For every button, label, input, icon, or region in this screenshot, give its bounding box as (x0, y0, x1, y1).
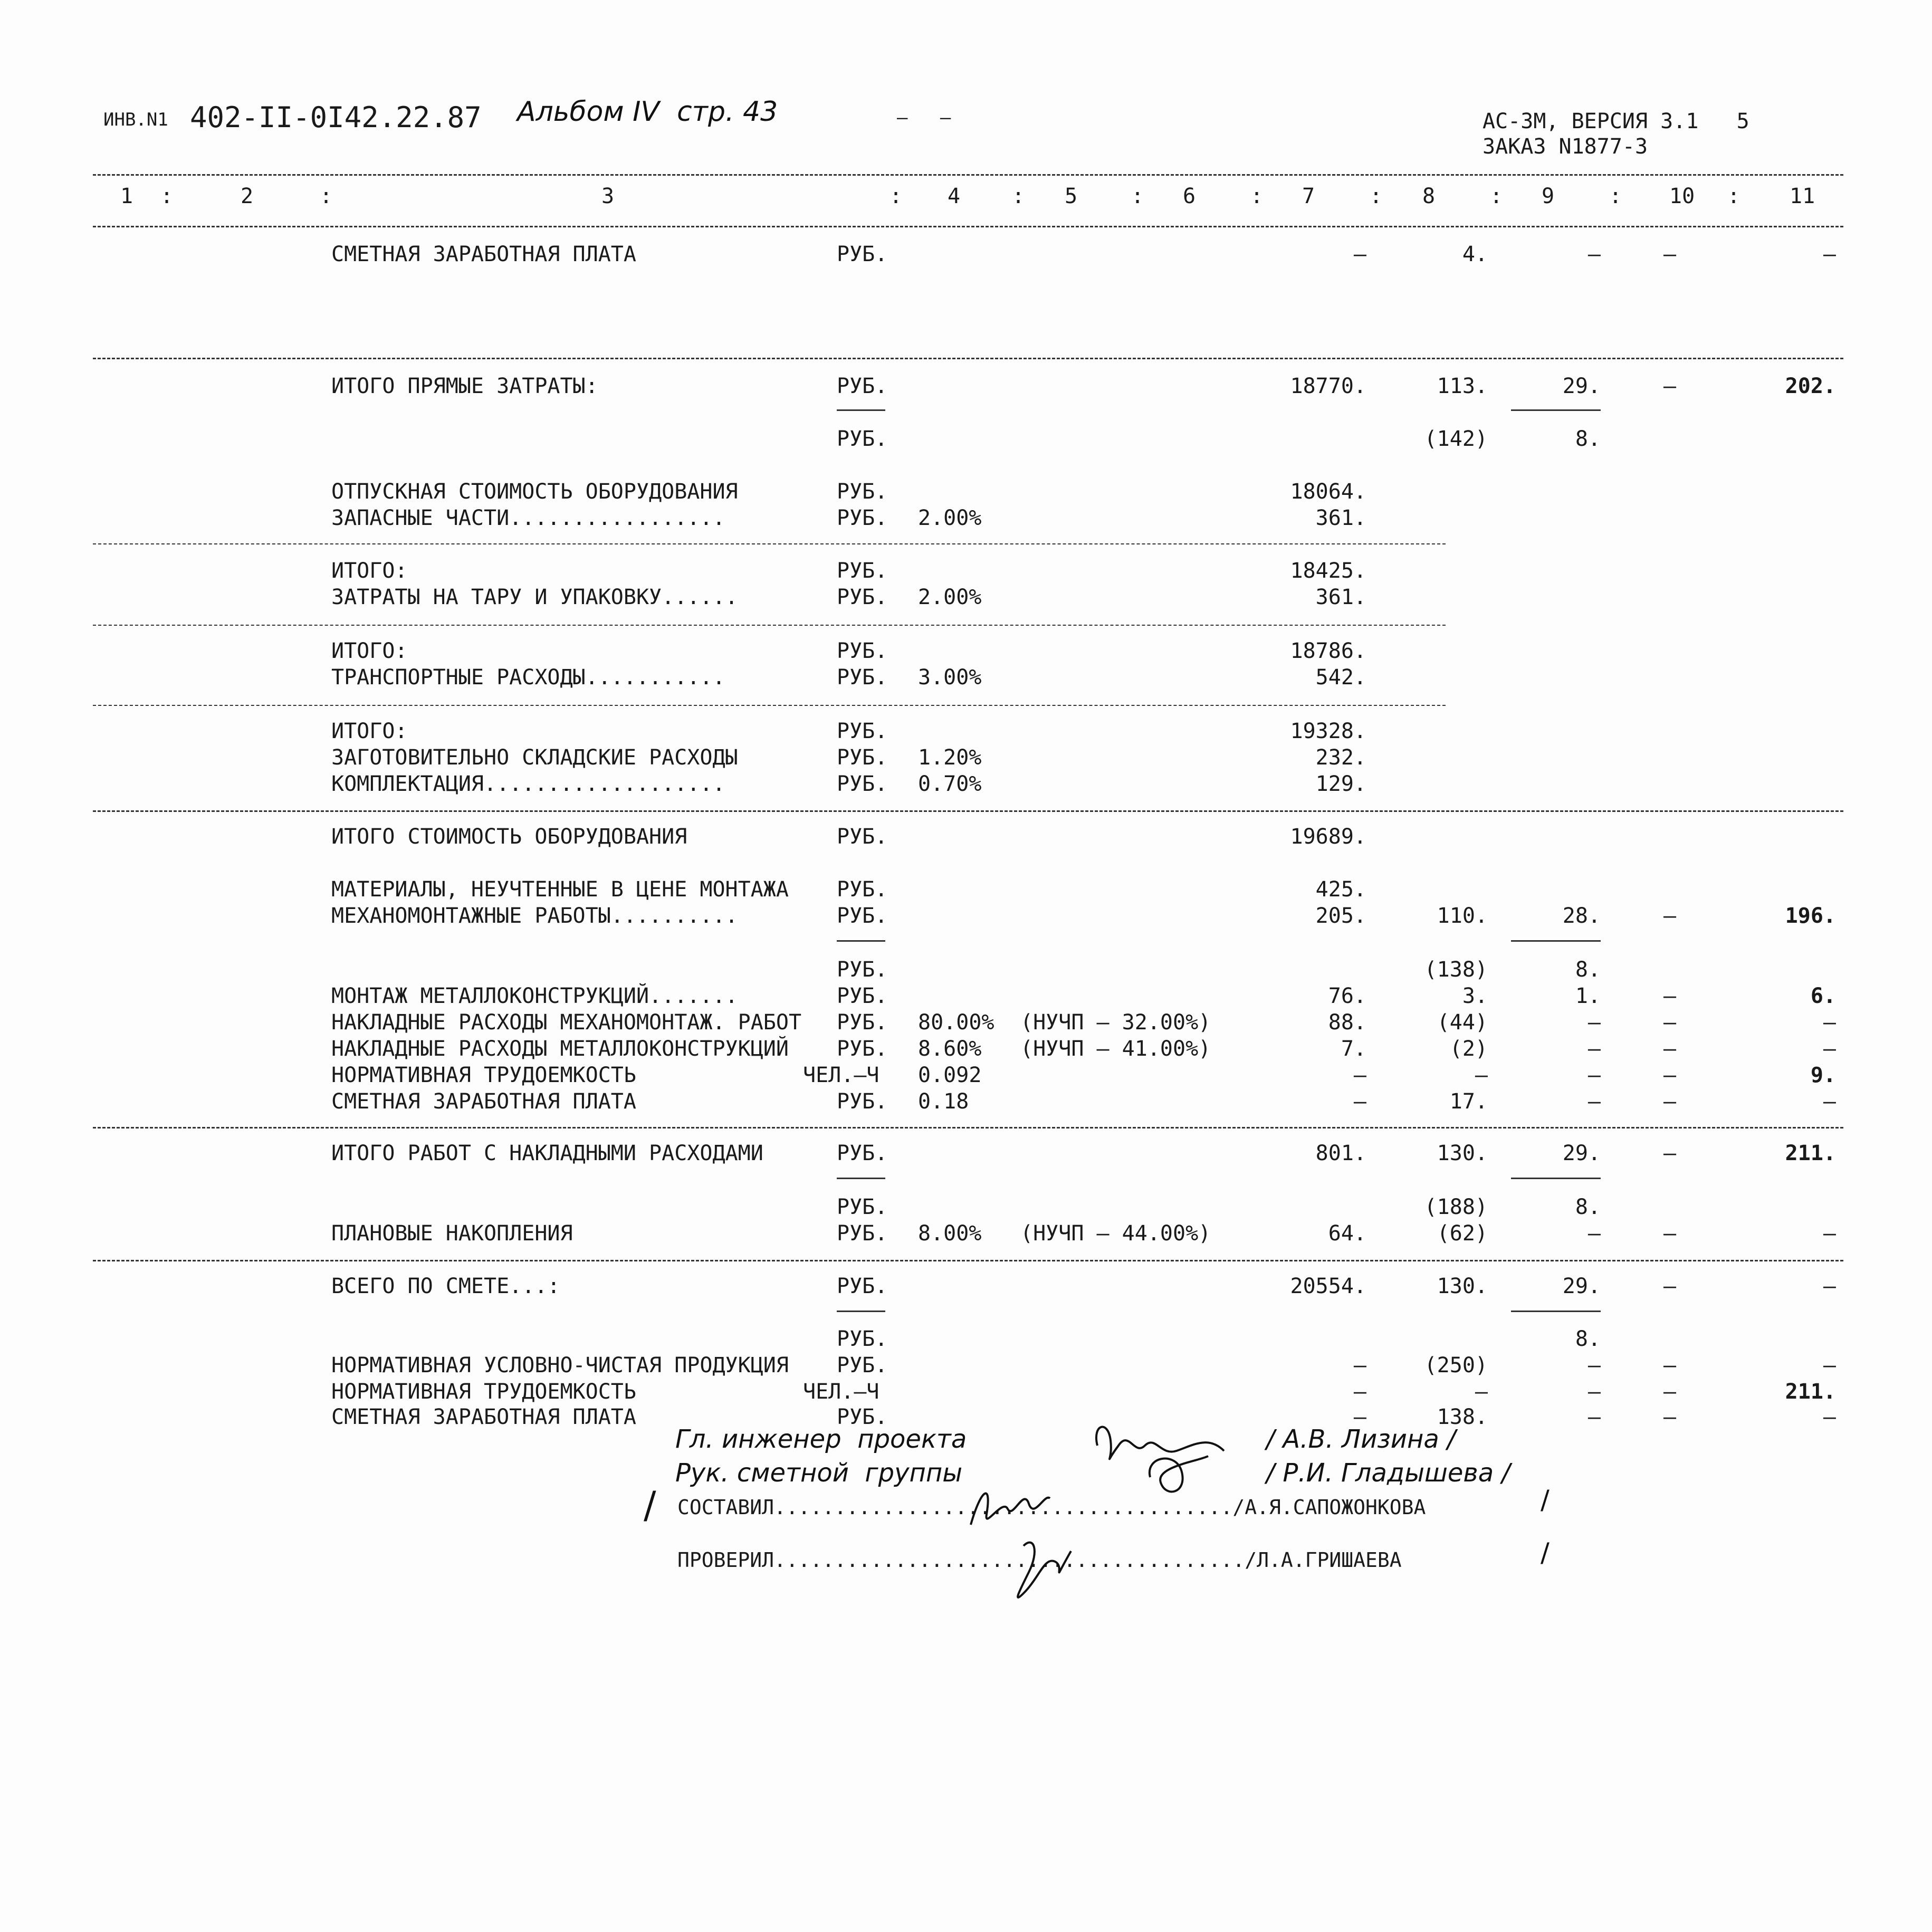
column-number: 7 (1302, 184, 1315, 208)
row-col10: – (1663, 1141, 1677, 1165)
row-col11: 211. (1785, 1141, 1836, 1165)
section-separator (93, 1260, 1843, 1261)
chief-engineer-name: / А.В. Лизина / (1266, 1424, 1456, 1454)
row-col8: 17. (1449, 1089, 1488, 1114)
row-col7: – (1353, 1380, 1366, 1404)
section-separator (93, 810, 1843, 812)
column-separator: : (1370, 184, 1383, 208)
inventory-label: ИНВ.N1 (103, 109, 168, 130)
row-unit: РУБ. (837, 825, 888, 849)
row-col7: 64. (1328, 1221, 1366, 1246)
row-label: МЕХАНОМОНТАЖНЫЕ РАБОТЫ.......... (331, 904, 738, 928)
column-number: 8 (1422, 184, 1436, 208)
row-unit: РУБ. (837, 719, 888, 743)
row-label: ЗАПАСНЫЕ ЧАСТИ................. (331, 506, 725, 530)
row-col10: – (1663, 1089, 1677, 1114)
col9-underline (1511, 409, 1601, 411)
row-unit: РУБ. (837, 1010, 888, 1035)
row-col8: 113. (1437, 374, 1488, 398)
column-separator: : (1609, 184, 1622, 208)
row-col9: 8. (1575, 1195, 1601, 1219)
compiled-by: СОСТАВИЛ....................................../А.Я.САПОЖОНКОВА (677, 1496, 1426, 1519)
row-col10: – (1663, 904, 1677, 928)
header-bottom-rule (93, 226, 1843, 227)
column-separator: : (160, 184, 174, 208)
row-label: ЗАГОТОВИТЕЛЬНО СКЛАДСКИЕ РАСХОДЫ (331, 745, 738, 770)
column-number: 4 (948, 184, 961, 208)
row-rate: 0.18 (918, 1089, 969, 1114)
signature-lizina (1087, 1414, 1235, 1504)
row-unit: РУБ. (837, 665, 888, 690)
row-unit: РУБ. (837, 745, 888, 770)
row-col7: 19328. (1290, 719, 1366, 743)
column-separator: : (1012, 184, 1025, 208)
row-col8: – (1475, 1063, 1488, 1087)
unit-underline (837, 409, 885, 411)
row-label: НАКЛАДНЫЕ РАСХОДЫ МЕХАНОМОНТАЖ. РАБОТ (331, 1010, 802, 1035)
row-col7: 361. (1315, 585, 1366, 609)
unit-underline (837, 1178, 885, 1179)
slash-mark: / (1541, 1537, 1550, 1568)
row-col7: 542. (1315, 665, 1366, 690)
row-label: НАКЛАДНЫЕ РАСХОДЫ МЕТАЛЛОКОНСТРУКЦИЙ (331, 1037, 789, 1061)
row-col11: – (1823, 1221, 1836, 1246)
row-label: ИТОГО СТОИМОСТЬ ОБОРУДОВАНИЯ (331, 825, 687, 849)
row-col11: 6. (1810, 984, 1836, 1008)
row-col7: 232. (1315, 745, 1366, 770)
section-separator (93, 543, 1446, 544)
row-col10: – (1663, 374, 1677, 398)
col9-underline (1511, 940, 1601, 942)
row-col10: – (1663, 1353, 1677, 1378)
row-col7: 425. (1315, 877, 1366, 902)
row-col11: – (1823, 1274, 1836, 1298)
row-col8: 138. (1437, 1405, 1488, 1429)
row-col7: – (1353, 242, 1366, 266)
slash-mark: / (1541, 1485, 1550, 1515)
header-top-rule (93, 174, 1843, 176)
row-col11: – (1823, 1353, 1836, 1378)
row-col9: 8. (1575, 1327, 1601, 1351)
column-separator: : (890, 184, 903, 208)
row-note: (НУЧП – 41.00%) (1020, 1037, 1211, 1061)
row-unit: ЧЕЛ.–Ч (803, 1063, 879, 1087)
row-col7: – (1353, 1063, 1366, 1087)
row-col8: (62) (1437, 1221, 1488, 1246)
row-col9: – (1587, 1063, 1601, 1087)
row-unit: РУБ. (837, 559, 888, 583)
column-number: 10 (1669, 184, 1695, 208)
column-number: 5 (1065, 184, 1078, 208)
row-unit: РУБ. (837, 1327, 888, 1351)
unit-underline (837, 1311, 885, 1312)
row-label: СМЕТНАЯ ЗАРАБОТНАЯ ПЛАТА (331, 1089, 636, 1114)
column-separator: : (1250, 184, 1264, 208)
row-col9: – (1587, 1037, 1601, 1061)
signature-checked (1008, 1530, 1076, 1609)
row-label: НОРМАТИВНАЯ ТРУДОЕМКОСТЬ (331, 1380, 636, 1404)
column-separator: : (1727, 184, 1740, 208)
row-col9: – (1587, 1405, 1601, 1429)
column-number: 11 (1790, 184, 1815, 208)
row-label: ИТОГО ПРЯМЫЕ ЗАТРАТЫ: (331, 374, 598, 398)
row-col8: (2) (1449, 1037, 1488, 1061)
row-col8: (250) (1424, 1353, 1488, 1378)
row-col9: 28. (1562, 904, 1601, 928)
album-note: Альбом IV стр. 43 (517, 96, 778, 128)
group-head-title: Рук. сметной группы (675, 1458, 963, 1488)
row-unit: РУБ. (837, 1353, 888, 1378)
row-label: ИТОГО РАБОТ С НАКЛАДНЫМИ РАСХОДАМИ (331, 1141, 763, 1165)
row-col7: 205. (1315, 904, 1366, 928)
row-rate: 0.092 (918, 1063, 982, 1087)
row-rate: 8.00% (918, 1221, 982, 1246)
row-unit: РУБ. (837, 904, 888, 928)
row-col7: 18786. (1290, 639, 1366, 663)
row-col7: 801. (1315, 1141, 1366, 1165)
row-col10: – (1663, 1405, 1677, 1429)
row-col11: 9. (1810, 1063, 1836, 1087)
row-label: НОРМАТИВНАЯ ТРУДОЕМКОСТЬ (331, 1063, 636, 1087)
row-col11: – (1823, 1089, 1836, 1114)
checked-by: ПРОВЕРИЛ......................................./Л.А.ГРИШАЕВА (677, 1548, 1402, 1572)
row-col11: – (1823, 1010, 1836, 1035)
row-col9: 8. (1575, 958, 1601, 982)
row-col9: – (1587, 1221, 1601, 1246)
row-unit: РУБ. (837, 1141, 888, 1165)
row-unit: РУБ. (837, 958, 888, 982)
row-col11: 202. (1785, 374, 1836, 398)
row-col9: 8. (1575, 427, 1601, 451)
row-col11: – (1823, 1037, 1836, 1061)
row-col10: – (1663, 242, 1677, 266)
row-label: ИТОГО: (331, 639, 408, 663)
row-col8: (142) (1424, 427, 1488, 451)
row-col9: 1. (1575, 984, 1601, 1008)
row-col7: 20554. (1290, 1274, 1366, 1298)
column-separator: : (1490, 184, 1503, 208)
row-label: ВСЕГО ПО СМЕТЕ...: (331, 1274, 560, 1298)
row-col9: – (1587, 1353, 1601, 1378)
row-col9: – (1587, 242, 1601, 266)
row-col8: 4. (1462, 242, 1488, 266)
row-label: ИТОГО: (331, 719, 408, 743)
row-col10: – (1663, 1037, 1677, 1061)
row-unit: РУБ. (837, 1037, 888, 1061)
row-col9: – (1587, 1010, 1601, 1035)
row-unit: РУБ. (837, 984, 888, 1008)
row-col7: 18064. (1290, 480, 1366, 504)
column-number: 6 (1183, 184, 1196, 208)
row-col8: – (1475, 1380, 1488, 1404)
row-col10: – (1663, 1274, 1677, 1298)
row-col9: – (1587, 1089, 1601, 1114)
row-unit: РУБ. (837, 427, 888, 451)
row-col7: – (1353, 1405, 1366, 1429)
row-col8: (188) (1424, 1195, 1488, 1219)
row-col7: 18770. (1290, 374, 1366, 398)
row-col7: 19689. (1290, 825, 1366, 849)
row-label: МАТЕРИАЛЫ, НЕУЧТЕННЫЕ В ЦЕНЕ МОНТАЖА (331, 877, 789, 902)
program-version: АС-3М, ВЕРСИЯ 3.1 5 (1483, 109, 1749, 133)
row-col9: 29. (1562, 1274, 1601, 1298)
row-rate: 3.00% (918, 665, 982, 690)
row-unit: РУБ. (837, 506, 888, 530)
row-rate: 2.00% (918, 506, 982, 530)
row-col7: – (1353, 1353, 1366, 1378)
column-separator: : (1131, 184, 1144, 208)
row-col10: – (1663, 1010, 1677, 1035)
row-rate: 80.00% (918, 1010, 994, 1035)
row-unit: РУБ. (837, 877, 888, 902)
col9-underline (1511, 1311, 1601, 1312)
row-label: СМЕТНАЯ ЗАРАБОТНАЯ ПЛАТА (331, 1405, 636, 1429)
row-label: ОТПУСКНАЯ СТОИМОСТЬ ОБОРУДОВАНИЯ (331, 480, 738, 504)
column-number: 1 (120, 184, 133, 208)
row-note: (НУЧП – 44.00%) (1020, 1221, 1211, 1246)
row-col9: 29. (1562, 1141, 1601, 1165)
row-unit: РУБ. (837, 585, 888, 609)
inventory-number: 402-II-0I42.22.87 (190, 101, 482, 134)
row-col9: – (1587, 1380, 1601, 1404)
row-col8: 130. (1437, 1274, 1488, 1298)
column-number: 2 (241, 184, 254, 208)
row-unit: РУБ. (837, 374, 888, 398)
row-rate: 8.60% (918, 1037, 982, 1061)
row-col7: 18425. (1290, 559, 1366, 583)
col9-underline (1511, 1178, 1601, 1179)
order-number: ЗАКАЗ N1877-3 (1483, 135, 1648, 159)
row-unit: РУБ. (837, 639, 888, 663)
row-col10: – (1663, 1221, 1677, 1246)
unit-underline (837, 940, 885, 942)
row-label: МОНТАЖ МЕТАЛЛОКОНСТРУКЦИЙ....... (331, 984, 738, 1008)
section-separator (93, 625, 1446, 626)
row-col11: 211. (1785, 1380, 1836, 1404)
row-col7: 88. (1328, 1010, 1366, 1035)
row-note: (НУЧП – 32.00%) (1020, 1010, 1211, 1035)
row-unit: РУБ. (837, 1195, 888, 1219)
row-unit: ЧЕЛ.–Ч (803, 1380, 879, 1404)
row-label: КОМПЛЕКТАЦИЯ................... (331, 772, 725, 796)
row-unit: РУБ. (837, 1405, 888, 1429)
row-label: ПЛАНОВЫЕ НАКОПЛЕНИЯ (331, 1221, 573, 1246)
row-unit: РУБ. (837, 772, 888, 796)
row-col7: 7. (1341, 1037, 1366, 1061)
row-label: НОРМАТИВНАЯ УСЛОВНО-ЧИСТАЯ ПРОДУКЦИЯ (331, 1353, 789, 1378)
row-col11: – (1823, 1405, 1836, 1429)
section-separator (93, 1127, 1843, 1128)
group-head-name: / Р.И. Гладышева / (1266, 1458, 1510, 1488)
row-unit: РУБ. (837, 1089, 888, 1114)
row-rate: 1.20% (918, 745, 982, 770)
column-separator: : (320, 184, 333, 208)
row-col8: (44) (1437, 1010, 1488, 1035)
row-label: ТРАНСПОРТНЫЕ РАСХОДЫ........... (331, 665, 725, 690)
row-label: ЗАТРАТЫ НА ТАРУ И УПАКОВКУ...... (331, 585, 738, 609)
row-unit: РУБ. (837, 242, 888, 266)
row-unit: РУБ. (837, 480, 888, 504)
row-rate: 0.70% (918, 772, 982, 796)
section-separator (93, 358, 1843, 359)
row-label: ИТОГО: (331, 559, 408, 583)
row-col10: – (1663, 1063, 1677, 1087)
row-unit: РУБ. (837, 1274, 888, 1298)
row-col7: 76. (1328, 984, 1366, 1008)
row-col8: (138) (1424, 958, 1488, 982)
row-col11: – (1823, 242, 1836, 266)
chief-engineer-title: Гл. инженер проекта (675, 1424, 967, 1454)
row-col7: – (1353, 1089, 1366, 1114)
column-number: 3 (601, 184, 615, 208)
row-rate: 2.00% (918, 585, 982, 609)
slash-mark: / (644, 1484, 656, 1527)
row-col8: 110. (1437, 904, 1488, 928)
row-col10: – (1663, 1380, 1677, 1404)
row-col7: 129. (1315, 772, 1366, 796)
column-number: 9 (1542, 184, 1555, 208)
row-label: СМЕТНАЯ ЗАРАБОТНАЯ ПЛАТА (331, 242, 636, 266)
row-col10: – (1663, 984, 1677, 1008)
row-col8: 3. (1462, 984, 1488, 1008)
row-col7: 361. (1315, 506, 1366, 530)
row-col11: 196. (1785, 904, 1836, 928)
row-col8: 130. (1437, 1141, 1488, 1165)
row-unit: РУБ. (837, 1221, 888, 1246)
row-col9: 29. (1562, 374, 1601, 398)
section-separator (93, 705, 1446, 706)
header-dashes: – – (897, 107, 951, 128)
